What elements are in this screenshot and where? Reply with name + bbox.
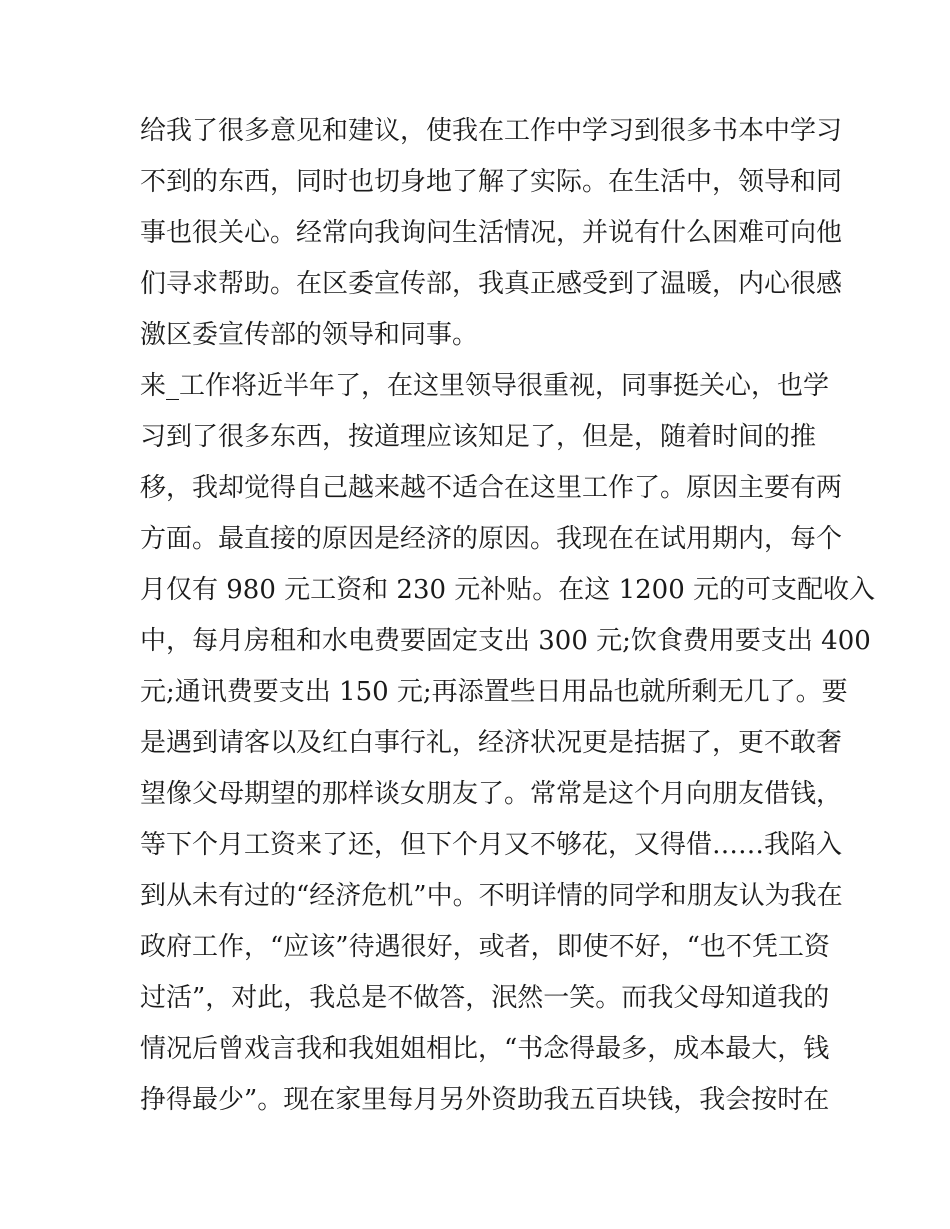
text-line: 情况后曾戏言我和我姐姐相比，“书念得最多，成本最大，钱 — [140, 1034, 830, 1064]
paragraph-1 — [140, 106, 843, 361]
text-line: 不到的东西，同时也切身地了解了实际。在生活中，领导和同 — [140, 167, 843, 197]
text-line: 挣得最少”。现在家里每月另外资助我五百块钱，我会按时在 — [140, 1085, 830, 1115]
text-line: 们寻求帮助。在区委宣传部，我真正感受到了温暖，内心很感 — [140, 269, 843, 299]
text-line: 月仅有 980 元工资和 230 元补贴。在这 1200 元的可支配收入 — [140, 575, 876, 605]
text-line: 过活”，对此，我总是不做答，泯然一笑。而我父母知道我的 — [140, 983, 830, 1013]
text-line: 等下个月工资来了还，但下个月又不够花，又得借……我陷入 — [140, 830, 843, 860]
text-line: 元;通讯费要支出 150 元;再添置些日用品也就所剩无几了。要 — [140, 677, 848, 707]
text-line: 事也很关心。经常向我询问生活情况，并说有什么困难可向他 — [140, 218, 843, 248]
text-line: 望像父母期望的那样谈女朋友了。常常是这个月向朋友借钱， — [140, 779, 843, 809]
text-line: 方面。最直接的原因是经济的原因。我现在在试用期内，每个 — [140, 524, 843, 554]
text-line: 政府工作，“应该”待遇很好，或者，即使不好，“也不凭工资 — [140, 932, 830, 962]
text-line: 激区委宣传部的领导和同事。 — [140, 320, 479, 350]
text-line: 习到了很多东西，按道理应该知足了，但是，随着时间的推 — [140, 422, 817, 452]
text-line: 是遇到请客以及红白事行礼，经济状况更是拮据了，更不敢奢 — [140, 728, 843, 758]
paragraph-2 — [140, 361, 876, 1126]
text-line: 来_工作将近半年了，在这里领导很重视，同事挺关心，也学 — [140, 371, 830, 401]
text-line: 移，我却觉得自己越来越不适合在这里工作了。原因主要有两 — [140, 473, 843, 503]
document-body — [140, 106, 876, 1126]
text-line: 中，每月房租和水电费要固定支出 300 元;饮食费用要支出 400 — [140, 626, 871, 656]
text-line: 到从未有过的“经济危机”中。不明详情的同学和朋友认为我在 — [140, 881, 843, 911]
text-line: 给我了很多意见和建议，使我在工作中学习到很多书本中学习 — [140, 116, 843, 146]
